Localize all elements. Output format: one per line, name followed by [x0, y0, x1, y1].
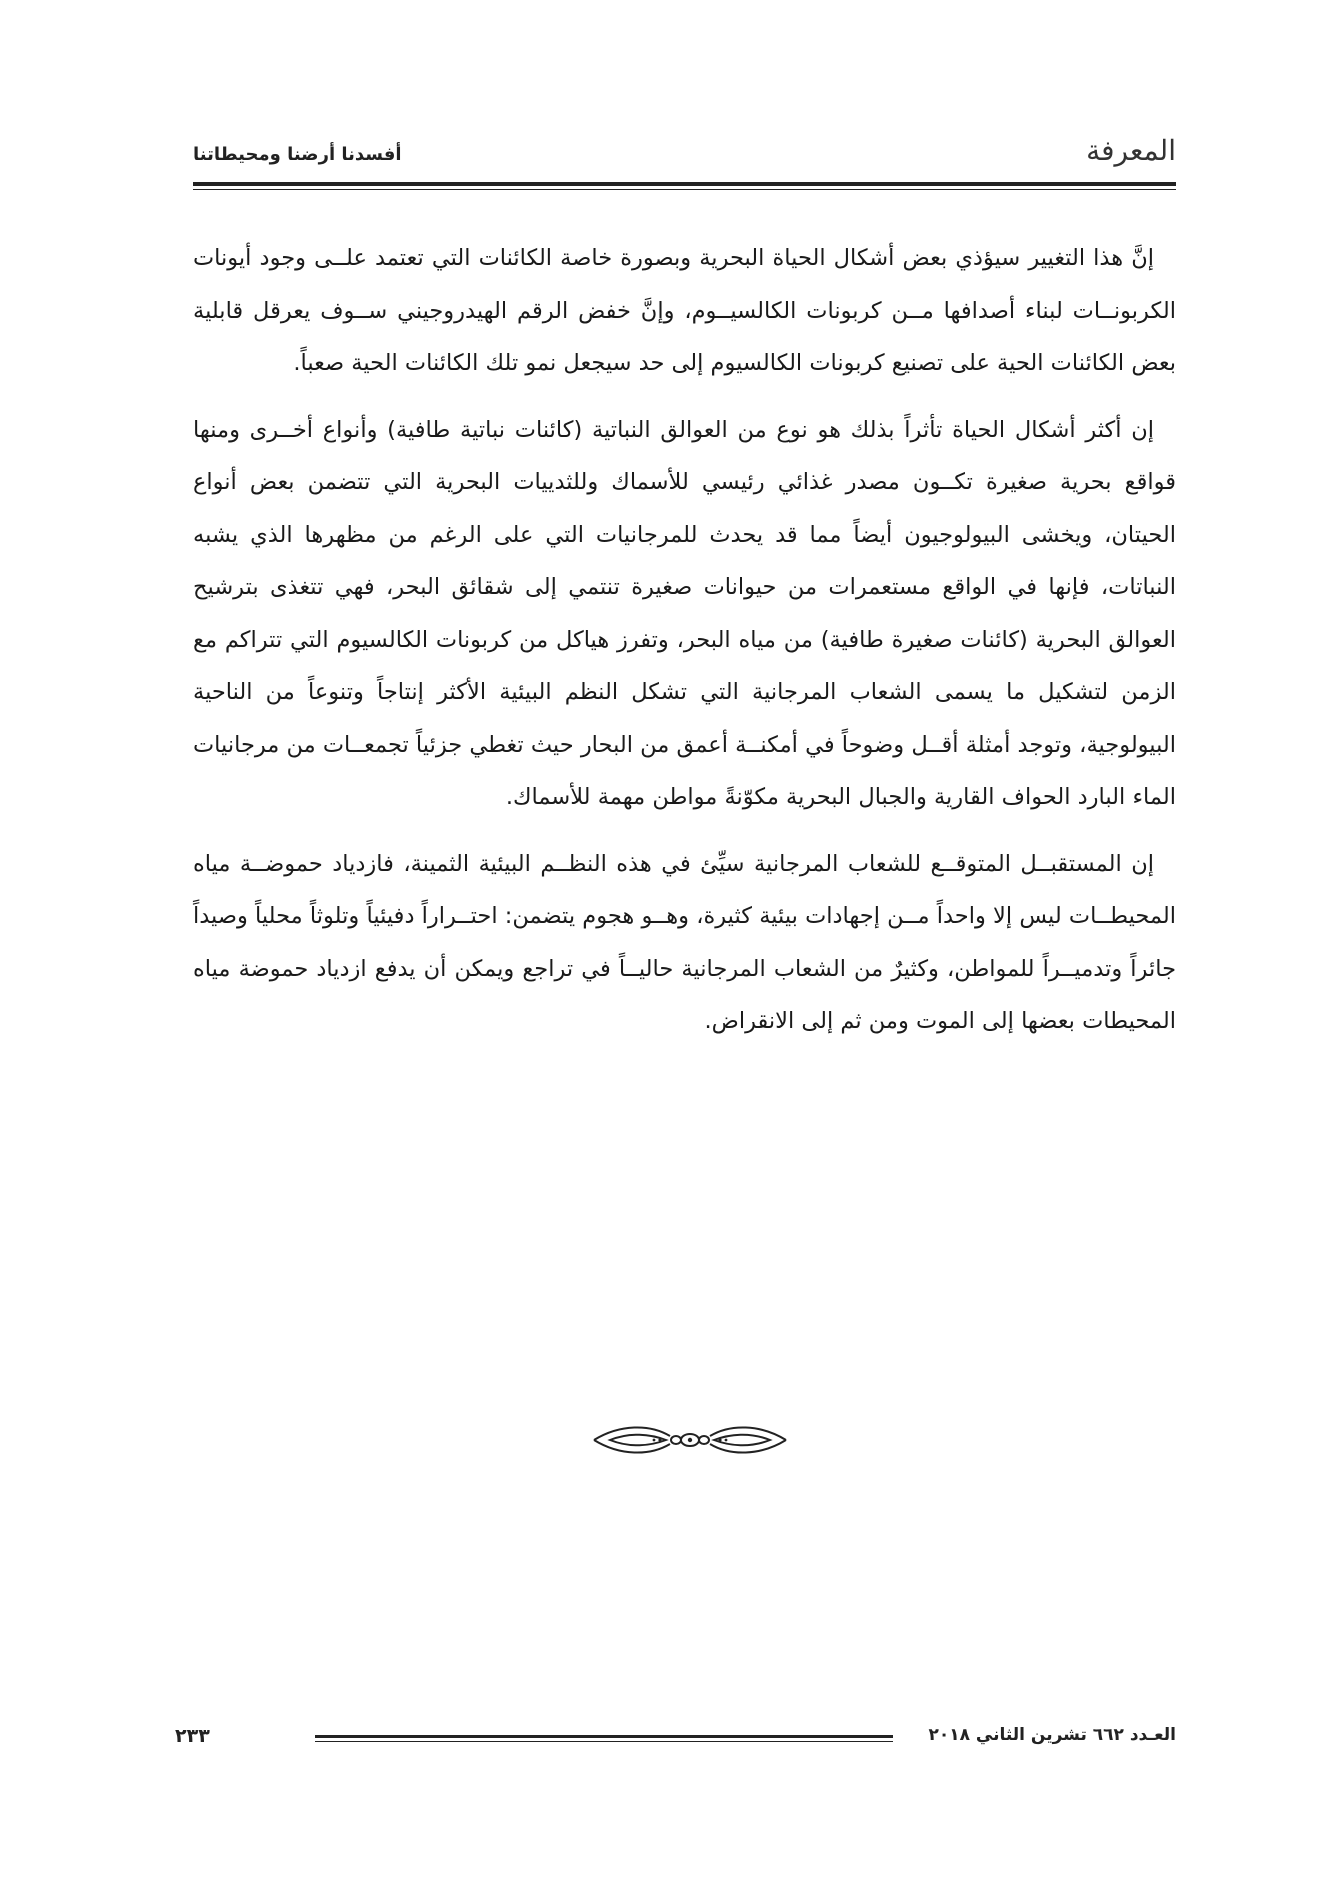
footer-divider-thin — [315, 1741, 893, 1742]
article-body — [193, 232, 1176, 1062]
header-divider-thin — [193, 189, 1176, 190]
page-number: ٢٣٣ — [175, 1725, 210, 1747]
body-paragraph-1: إنَّ هذا التغيير سيؤذي بعض أشكال الحياة البحرية وبصورة خاصة الكائنات التي تعتمد علــى وجود أيونات الكربونــات لبناء أصدافها مــن كربونات الكالسيــوم، وإنَّ خفض الرقم الهيدروجيني ســوف يعرقل قابلية بعض الكائنات الحية على تصنيع كربونات الكالسيوم إلى حد سيجعل نمو تلك الكائنات الحية صعباً. — [193, 245, 1176, 376]
page-header — [193, 128, 1176, 180]
page-footer — [175, 1725, 1176, 1755]
ornament-divider-icon — [590, 1418, 790, 1462]
magazine-logo: المعرفة — [1086, 134, 1176, 167]
footer-divider-thick — [315, 1735, 893, 1738]
header-divider-thick — [193, 182, 1176, 186]
issue-info: العـدد ٦٦٢ تشرين الثاني ٢٠١٨ — [928, 1725, 1176, 1745]
article-title: أفسدنا أرضنا ومحيطاتنا — [193, 144, 402, 165]
body-paragraph-3: إن المستقبــل المتوقــع للشعاب المرجانية سيِّئ في هذه النظــم البيئية الثمينة، فازدياد حموضــة مياه المحيطــات ليس إلا واحداً مــن إجهادات بيئية كثيرة، وهــو هجوم يتضمن: احتــراراً دفيئياً وتلوثاً محلياً وصيداً جائراً وتدميــراً للمواطن، وكثيرٌ من الشعاب المرجانية حاليــاً في تراجع ويمكن أن يدفع ازدياد حموضة مياه المحيطات بعضها إلى الموت ومن ثم إلى الانقراض. — [193, 850, 1176, 1034]
body-paragraph-2: إن أكثر أشكال الحياة تأثراً بذلك هو نوع من العوالق النباتية (كائنات نباتية طافية) وأنواع أخــرى ومنها قواقع بحرية صغيرة تكــون مصدر غذائي رئيسي للأسماك وللثدييات البحرية التي تتضمن بعض أنواع الحيتان، ويخشى البيولوجيون أيضاً مما قد يحدث للمرجانيات التي على الرغم من مظهرها الذي يشبه النباتات، فإنها في الواقع مستعمرات من حيوانات صغيرة تنتمي إلى شقائق البحر، فهي تتغذى بترشيح العوالق البحرية (كائنات صغيرة طافية) من مياه البحر، وتفرز هياكل من كربونات الكالسيوم التي تتراكم مع الزمن لتشكيل ما يسمى الشعاب المرجانية التي تشكل النظم البيئية الأكثر إنتاجاً وتنوعاً من الناحية البيولوجية، وتوجد أمثلة أقــل وضوحاً في أمكنــة أعمق من البحار حيث تغطي جزئياً تجمعــات من مرجانيات الماء البارد الحواف القارية والجبال البحرية مكوّنةً مواطن مهمة للأسماك. — [193, 416, 1176, 810]
